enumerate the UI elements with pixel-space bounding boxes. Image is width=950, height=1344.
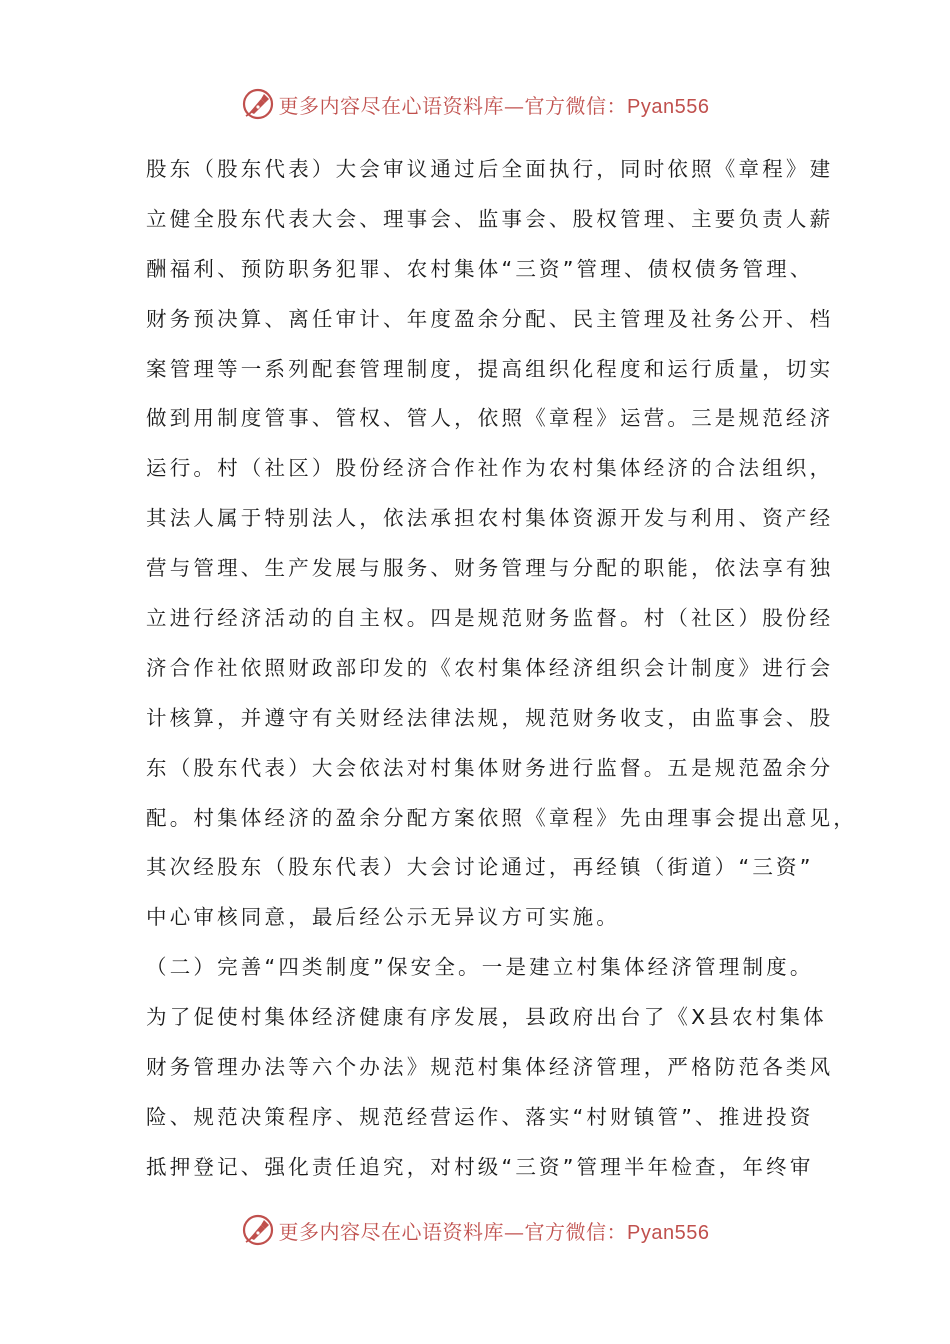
body-line: 股东（股东代表）大会审议通过后全面执行，同时依照《章程》建 (146, 157, 834, 181)
body-line: 酬福利、预防职务犯罪、农村集体“三资”管理、债权债务管理、 (146, 256, 814, 281)
banner-wechat-id: Pyan556 (627, 95, 710, 118)
body-line: 立健全股东代表大会、理事会、监事会、股权管理、主要负责人薪 (146, 206, 834, 231)
banner-main-text: 更多内容尽在心语资料库 (278, 93, 505, 118)
banner-text (279, 90, 710, 119)
body-line: 其法人属于特别法人，依法承担农村集体资源开发与利用、资产经 (146, 506, 834, 531)
body-line: 案管理等一系列配套管理制度，提高组织化程度和运行质量，切实 (146, 356, 834, 381)
body-line: 东（股东代表）大会依法对村集体财务进行监督。五是规范盈余分 (146, 755, 834, 780)
body-line: 立进行经济活动的自主权。四是规范财务监督。村（社区）股份经 (146, 606, 834, 631)
footer-banner (0, 1210, 950, 1250)
document-body (146, 145, 857, 1193)
body-line: 济合作社依照财政部印发的《农村集体经济组织会计制度》进行会 (146, 655, 834, 680)
banner-dash: — (504, 93, 525, 118)
banner-wechat-id: Pyan556 (627, 1221, 710, 1244)
body-line: 财务管理办法等六个办法》规范村集体经济管理，严格防范各类风 (146, 1055, 834, 1080)
body-line: 财务预决算、离任审计、年度盈余分配、民主管理及社务公开、档 (146, 306, 834, 331)
body-line: 险、规范决策程序、规范经营运作、落实“村财镇管”、推进投资 (146, 1104, 814, 1129)
body-line: 其次经股东（股东代表）大会讨论通过，再经镇（街道）“三资” (146, 855, 814, 880)
body-line: 做到用制度管事、管权、管人，依照《章程》运营。三是规范经济 (146, 406, 834, 431)
body-line: （二）完善“四类制度”保安全。一是建立村集体经济管理制度。 (146, 955, 814, 980)
header-banner (0, 84, 950, 124)
body-line: 抵押登记、强化责任追究，对村级“三资”管理半年检查，年终审 (146, 1154, 814, 1179)
pen-nib-icon (241, 1213, 275, 1247)
body-line: 营与管理、生产发展与服务、财务管理与分配的职能，依法享有独 (146, 556, 834, 581)
banner-main-text: 更多内容尽在心语资料库 (278, 1219, 505, 1244)
body-line: 配。村集体经济的盈余分配方案依照《章程》先由理事会提出意见， (146, 805, 857, 830)
body-line: 中心审核同意，最后经公示无异议方可实施。 (146, 905, 620, 930)
banner-dash: — (504, 1219, 525, 1244)
banner-text (279, 1216, 710, 1245)
pen-nib-icon (241, 87, 275, 121)
body-line: 运行。村（社区）股份经济合作社作为农村集体经济的合法组织， (146, 456, 834, 481)
banner-wechat-label: 官方微信： (524, 1219, 628, 1244)
body-line: 计核算，并遵守有关财经法律法规，规范财务收支，由监事会、股 (146, 705, 834, 730)
body-line: 为了促使村集体经济健康有序发展，县政府出台了《X县农村集体 (146, 1005, 827, 1030)
banner-wechat-label: 官方微信： (524, 93, 628, 118)
